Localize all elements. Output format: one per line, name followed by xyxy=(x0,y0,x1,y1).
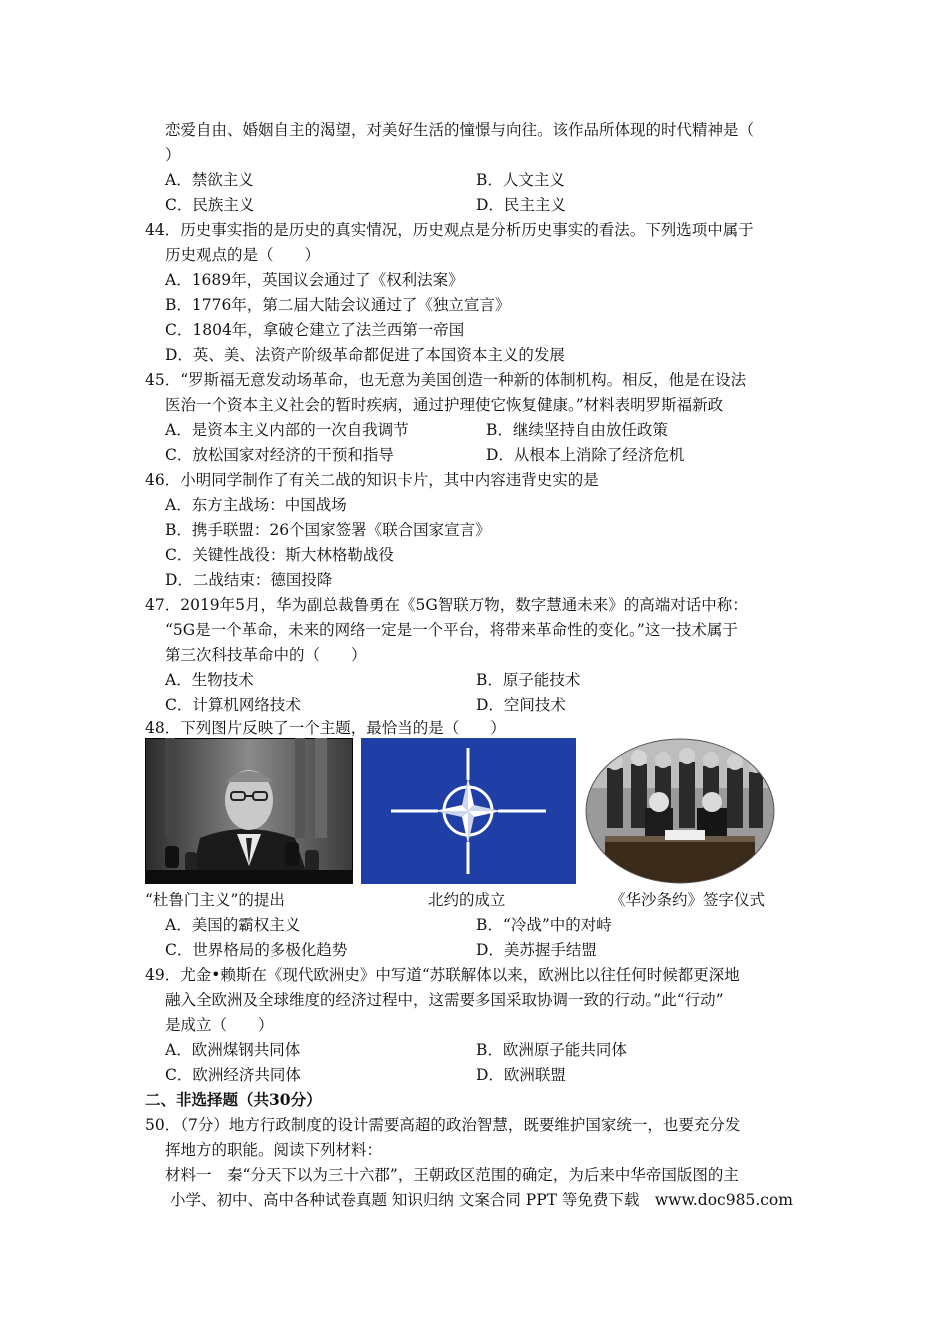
q49-option-a: A．欧洲煤钢共同体 xyxy=(165,1041,301,1059)
q44-option-d: D．英、美、法资产阶级革命都促进了本国资本主义的发展 xyxy=(165,346,565,364)
q46-option-d: D．二战结束：德国投降 xyxy=(165,571,333,589)
q46-option-a: A．东方主战场：中国战场 xyxy=(165,496,347,514)
section-title-non-choice: 二、非选择题（共30分） xyxy=(145,1090,322,1109)
q48-option-b: B．“冷战”中的对峙 xyxy=(476,916,612,934)
q49-stem-line2: 融入全欧洲及全球维度的经济过程中，这需要多国采取协调一致的行动。”此“行动” xyxy=(165,991,724,1009)
q49-option-d: D．欧洲联盟 xyxy=(476,1066,566,1084)
q43-stem-line2: ） xyxy=(165,146,181,164)
q43-option-c: C．民族主义 xyxy=(165,196,255,214)
q49-stem-line1: 49．尤金•赖斯在《现代欧洲史》中写道“苏联解体以来，欧洲比以往任何时候都更深地 xyxy=(145,966,740,984)
page-footer: 小学、初中、高中各种试卷真题 知识归纳 文案合同 PPT 等免费下载 www.doc985.com xyxy=(170,1191,793,1209)
q48-stem-line1: 48．下列图片反映了一个主题，最恰当的是（ ） xyxy=(145,719,506,737)
q49-option-b: B．欧洲原子能共同体 xyxy=(476,1041,627,1059)
q48-option-d: D．美苏握手结盟 xyxy=(476,941,597,959)
q44-option-a: A．1689年，英国议会通过了《权利法案》 xyxy=(165,271,464,289)
q43-option-a: A．禁欲主义 xyxy=(165,171,254,189)
q47-stem-line3: 第三次科技革命中的（ ） xyxy=(165,646,367,664)
q47-stem-line2: “5G是一个革命，未来的网络一定是一个平台，将带来革命性的变化。”这一技术属于 xyxy=(165,621,738,639)
q50-stem-line1: 50．（7分）地方行政制度的设计需要高超的政治智慧，既要维护国家统一，也要充分发 xyxy=(145,1116,741,1134)
truman-photo-image xyxy=(145,738,353,884)
q45-option-a: A．是资本主义内部的一次自我调节 xyxy=(165,421,409,439)
q44-stem-line1: 44．历史事实指的是历史的真实情况，历史观点是分析历史事实的看法。下列选项中属于 xyxy=(145,221,754,239)
q45-option-b: B．继续坚持自由放任政策 xyxy=(486,421,668,439)
q50-material-line: 材料一 秦“分天下以为三十六郡”，王朝政区范围的确定，为后来中华帝国版图的主 xyxy=(165,1166,739,1184)
q47-option-c: C．计算机网络技术 xyxy=(165,696,301,714)
q50-stem-line2: 挥地方的职能。阅读下列材料： xyxy=(165,1141,383,1159)
q46-option-b: B．携手联盟：26个国家签署《联合国家宣言》 xyxy=(165,521,491,539)
q44-stem-line2: 历史观点的是（ ） xyxy=(165,246,321,264)
warsaw-pact-photo xyxy=(585,738,775,884)
q44-option-b: B．1776年，第二届大陆会议通过了《独立宣言》 xyxy=(165,296,511,314)
q45-option-c: C．放松国家对经济的干预和指导 xyxy=(165,446,394,464)
q46-stem-line1: 46．小明同学制作了有关二战的知识卡片，其中内容违背史实的是 xyxy=(145,471,599,489)
q45-stem-line2: 医治一个资本主义社会的暂时疾病，通过护理使它恢复健康。”材料表明罗斯福新政 xyxy=(165,396,724,414)
q46-option-c: C．关键性战役：斯大林格勒战役 xyxy=(165,546,394,564)
nato-flag-image xyxy=(361,738,576,884)
warsaw-pact-photo-image xyxy=(585,738,775,884)
caption-nato: 北约的成立 xyxy=(428,891,506,909)
caption-warsaw-pact: 《华沙条约》签字仪式 xyxy=(610,891,766,909)
q48-option-c: C．世界格局的多极化趋势 xyxy=(165,941,348,959)
nato-flag xyxy=(361,738,576,884)
caption-truman-doctrine: “杜鲁门主义”的提出 xyxy=(145,891,285,909)
q48-option-a: A．美国的霸权主义 xyxy=(165,916,301,934)
q49-stem-line3: 是成立（ ） xyxy=(165,1016,274,1034)
q45-option-d: D．从根本上消除了经济危机 xyxy=(486,446,685,464)
q47-option-a: A．生物技术 xyxy=(165,671,254,689)
q43-option-b: B．人文主义 xyxy=(476,171,565,189)
q47-option-d: D．空间技术 xyxy=(476,696,566,714)
q49-option-c: C．欧洲经济共同体 xyxy=(165,1066,301,1084)
q45-stem-line1: 45．“罗斯福无意发动场革命，也无意为美国创造一种新的体制机构。相反，他是在设法 xyxy=(145,371,747,389)
q47-option-b: B．原子能技术 xyxy=(476,671,581,689)
q47-stem-line1: 47．2019年5月，华为副总裁鲁勇在《5G智联万物，数字慧通未来》的高端对话中称： xyxy=(145,596,748,614)
truman-photo xyxy=(145,738,353,884)
q43-stem-line1: 恋爱自由、婚姻自主的渴望，对美好生活的憧憬与向往。该作品所体现的时代精神是（ xyxy=(165,121,755,139)
q43-option-d: D．民主主义 xyxy=(476,196,566,214)
q44-option-c: C．1804年，拿破仑建立了法兰西第一帝国 xyxy=(165,321,465,339)
